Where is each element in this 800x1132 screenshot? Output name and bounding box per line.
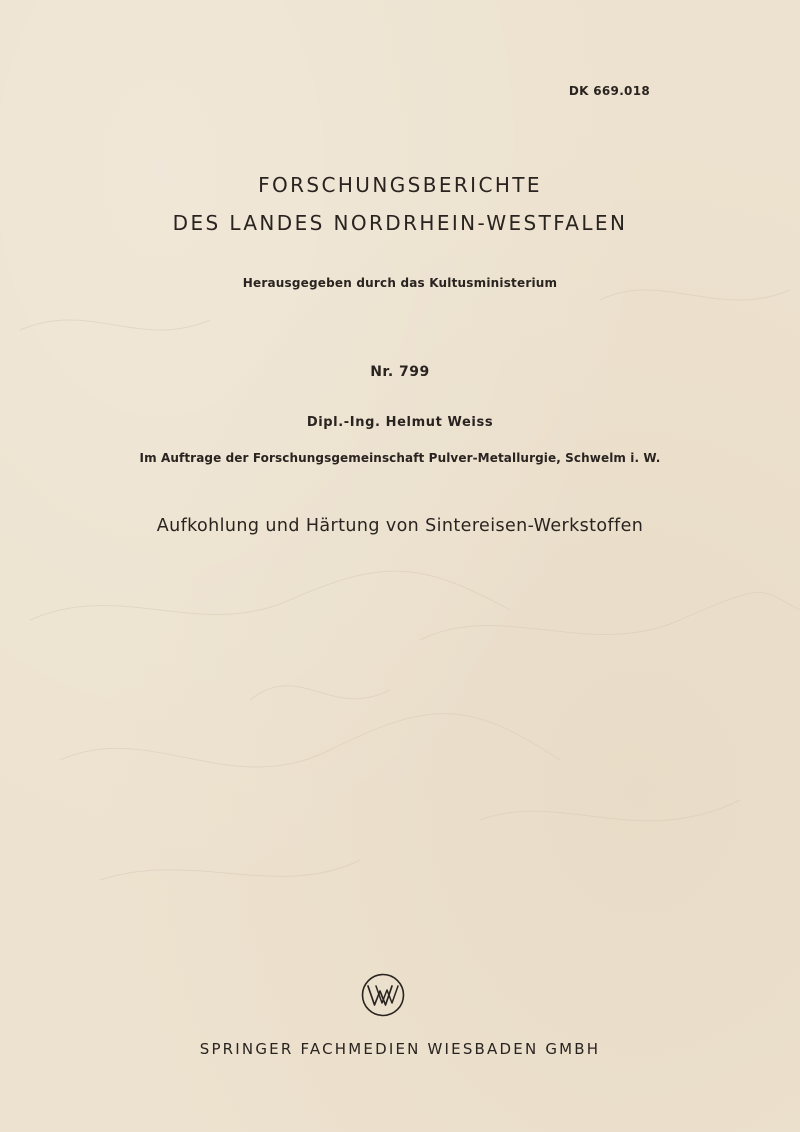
publisher-name: SPRINGER FACHMEDIEN WIESBADEN GMBH bbox=[199, 1040, 601, 1058]
commission-note: Im Auftrage der Forschungsgemeinschaft Pulver-Metallurgie, Schwelm i. W. bbox=[139, 451, 661, 465]
series-title-line-2: DES LANDES NORDRHEIN-WESTFALEN bbox=[172, 211, 628, 235]
report-number: Nr. 799 bbox=[370, 364, 430, 380]
report-title: Aufkohlung und Härtung von Sintereisen-Werkstoffen bbox=[156, 516, 644, 536]
classification-number: DK 669.018 bbox=[568, 84, 650, 98]
editor-note: Herausgegeben durch das Kultusministerium bbox=[242, 276, 558, 290]
series-title-line-1: FORSCHUNGSBERICHTE bbox=[258, 173, 542, 197]
author-name: Dipl.-Ing. Helmut Weiss bbox=[306, 415, 494, 430]
springer-vw-logo-icon bbox=[360, 972, 406, 1018]
